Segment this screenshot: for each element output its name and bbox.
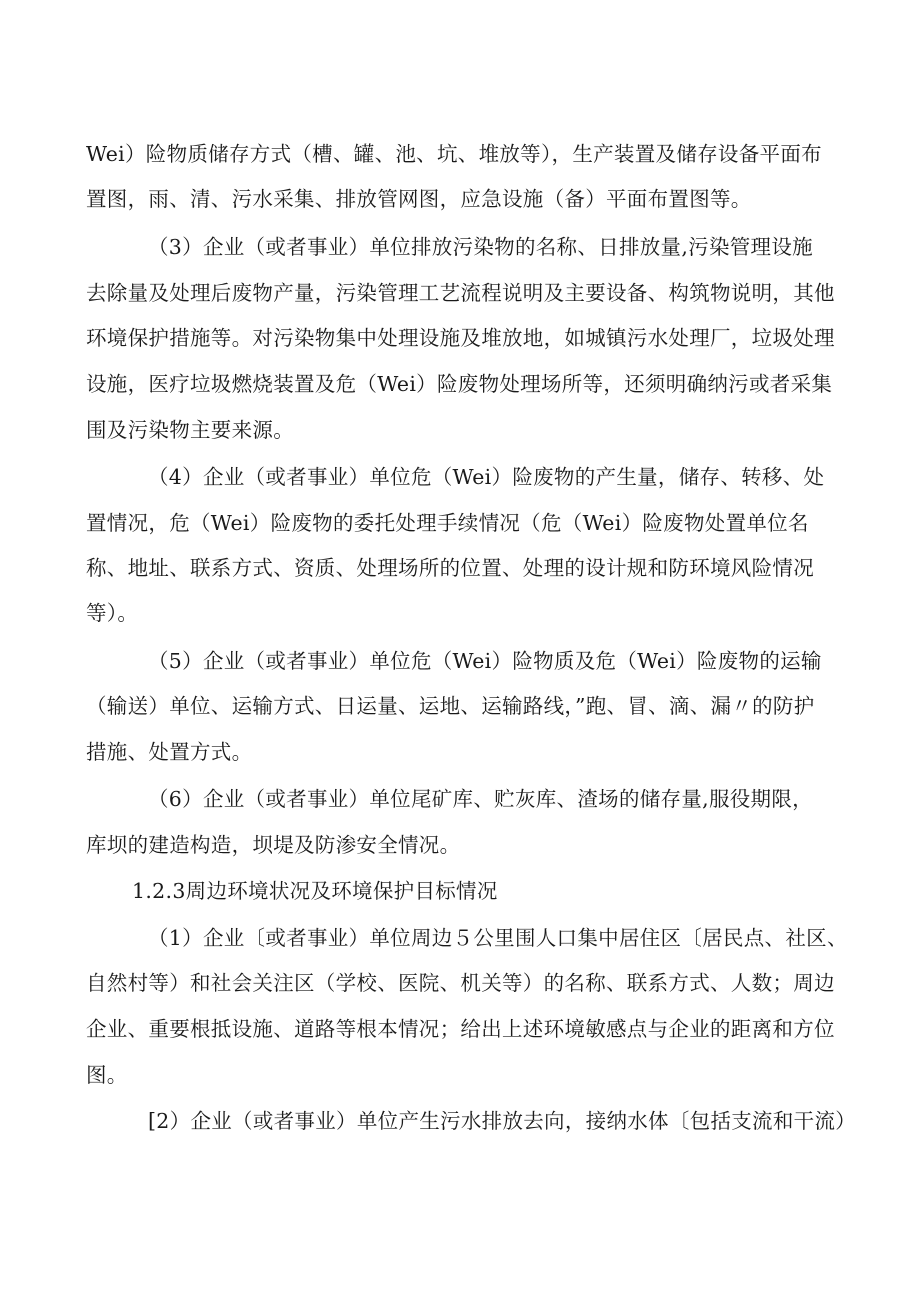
- paragraph-2-start: [2）企业（或者事业）单位产生污水排放去向，接纳水体〔包括支流和干流）: [148, 1109, 857, 1133]
- text-line: 库坝的建造构造，坝堤及防渗安全情况。: [86, 833, 461, 857]
- paragraph-6-start: （6）企业（或者事业）单位尾矿库、贮灰库、渣场的储存量,服役期限，: [148, 787, 813, 811]
- text-line: 等）。: [86, 601, 139, 625]
- text-line: 去除量及处理后废物产量，污染管理工艺流程说明及主要设备、构筑物说明，其他: [86, 281, 835, 305]
- text-line: 置图，雨、清、污水采集、排放管网图，应急设施（备）平面布置图等。: [86, 187, 752, 211]
- text-line: 称、地址、联系方式、资质、处理场所的位置、处理的设计规和防环境风险情况: [86, 556, 814, 580]
- text-line: 自然村等）和社会关注区（学校、医院、机关等）的名称、联系方式、人数；周边: [86, 971, 835, 995]
- text-line: 设施，医疗垃圾燃烧装置及危（Wei）险废物处理场所等，还须明确纳污或者采集: [86, 372, 833, 396]
- paragraph-4-start: （4）企业（或者事业）单位危（Wei）险废物的产生量，储存、转移、处: [148, 465, 825, 489]
- text-line: 图。: [86, 1063, 128, 1087]
- paragraph-5-start: （5）企业（或者事业）单位危（Wei）险物质及危（Wei）险废物的运输: [148, 649, 822, 673]
- text-line: 措施、处置方式。: [86, 740, 253, 764]
- text-line: 环境保护措施等。对污染物集中处理设施及堆放地，如城镇污水处理厂，垃圾处理: [86, 326, 835, 350]
- text-line: 围及污染物主要来源。: [86, 418, 294, 442]
- text-line: Wei）险物质储存方式（槽、罐、池、坑、堆放等），生产装置及储存设备平面布: [86, 142, 822, 166]
- text-line: （输送）单位、运输方式、日运量、运地、运输路线，”跑、冒、滴、漏〃的防护: [86, 694, 815, 718]
- paragraph-1-start: （1）企业〔或者事业）单位周边５公里围人口集中居住区〔居民点、社区、: [148, 926, 848, 950]
- text-line: 企业、重要根抵设施、道路等根本情况；给出上述环境敏感点与企业的距离和方位: [86, 1017, 835, 1041]
- text-line: 置情况，危（Wei）险废物的委托处理手续情况（危（Wei）险废物处置单位名: [86, 511, 809, 535]
- paragraph-3-start: （3）企业（或者事业）单位排放污染物的名称、日排放量,污染管理设施: [148, 235, 813, 259]
- section-heading: 1.2.3周边环境状况及环境保护目标情况: [132, 879, 498, 903]
